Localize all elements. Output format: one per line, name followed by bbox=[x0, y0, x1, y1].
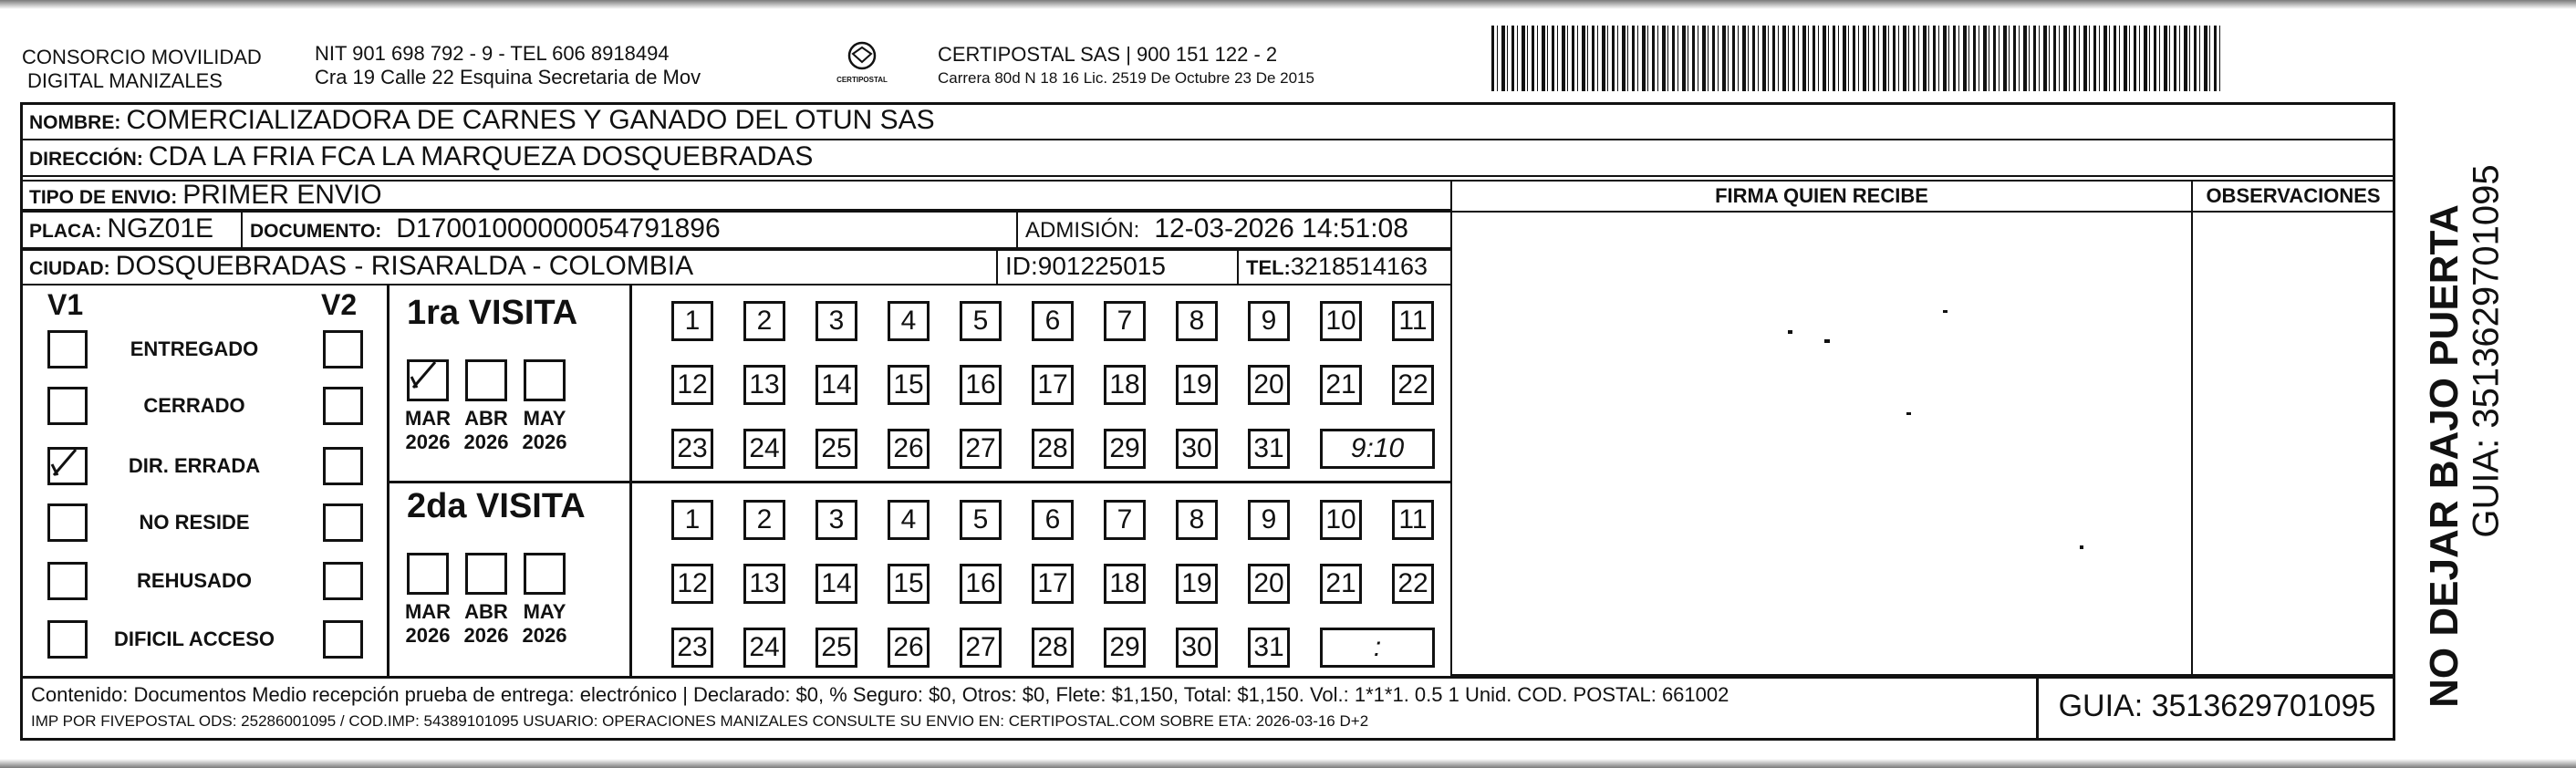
day-checkbox[interactable]: 15 bbox=[888, 365, 930, 405]
day-checkbox[interactable]: 12 bbox=[671, 564, 713, 604]
scan-speck bbox=[1906, 412, 1911, 415]
day-checkbox[interactable]: 1 bbox=[671, 301, 713, 341]
v2-checkbox[interactable] bbox=[323, 330, 363, 368]
day-checkbox[interactable]: 28 bbox=[1032, 628, 1074, 668]
month-checkbox[interactable] bbox=[407, 359, 449, 401]
placa-label: PLACA: bbox=[29, 221, 102, 242]
month-checkbox[interactable] bbox=[465, 553, 507, 595]
v2-checkbox[interactable] bbox=[323, 620, 363, 659]
certipostal-logo bbox=[812, 40, 912, 91]
day-checkbox[interactable]: 9 bbox=[1248, 301, 1290, 341]
documento-value: D17001000000054791896 bbox=[396, 213, 721, 244]
day-checkbox[interactable]: 11 bbox=[1392, 301, 1434, 341]
month-checkbox[interactable] bbox=[524, 359, 566, 401]
day-checkbox[interactable]: 8 bbox=[1176, 301, 1218, 341]
year-label: 2026 bbox=[522, 431, 567, 453]
month-label: ABR bbox=[464, 407, 508, 430]
company-line-2: DIGITAL MANIZALES bbox=[27, 69, 223, 92]
direccion-row bbox=[20, 139, 2395, 177]
v1-checkbox[interactable] bbox=[47, 387, 88, 425]
v2-checkbox[interactable] bbox=[323, 387, 363, 425]
status-option-label: NO RESIDE bbox=[139, 511, 250, 534]
company-name bbox=[22, 46, 262, 93]
id-label: ID: bbox=[1005, 252, 1038, 280]
footer-content: Contenido: Documentos Medio recepción prueba de entrega: electrónico | Declarado: $0, % Seguro: $0, Otros: $0, Flete: $1,150, Total: $1,150. Vol.: 1*1*1. 0.5 1 Unid. COD. POSTAL: 661002 bbox=[31, 683, 1729, 706]
day-checkbox[interactable]: 3 bbox=[815, 301, 857, 341]
direccion-value: CDA LA FRIA FCA LA MARQUEZA DOSQUEBRADAS bbox=[148, 141, 814, 171]
nombre-row bbox=[20, 102, 2395, 140]
day-checkbox[interactable]: 10 bbox=[1320, 500, 1362, 540]
status-option-label: CERRADO bbox=[143, 394, 245, 417]
footer-imp: IMP POR FIVEPOSTAL ODS: 25286001095 / COD.IMP: 54389101095 USUARIO: OPERACIONES MANIZALES CONSULTE SU ENVIO EN: CERTIPOSTAL.COM SOBRE ETA: 2026-03-16 D+2 bbox=[31, 712, 1369, 730]
day-checkbox[interactable]: 13 bbox=[743, 365, 785, 405]
v1-checkbox[interactable] bbox=[47, 447, 88, 485]
day-checkbox[interactable]: 19 bbox=[1176, 365, 1218, 405]
v1-checkbox[interactable] bbox=[47, 562, 88, 600]
logo-icon bbox=[844, 40, 880, 71]
documento-label: DOCUMENTO: bbox=[250, 221, 382, 242]
day-checkbox[interactable]: 7 bbox=[1104, 301, 1146, 341]
footer-guia-box bbox=[2036, 676, 2395, 741]
day-checkbox[interactable]: 22 bbox=[1392, 564, 1434, 604]
day-checkbox[interactable]: 26 bbox=[888, 429, 930, 469]
scan-edge-top bbox=[0, 0, 2576, 9]
certipostal-info bbox=[938, 42, 1314, 89]
day-checkbox[interactable]: 12 bbox=[671, 365, 713, 405]
day-checkbox[interactable]: 29 bbox=[1104, 429, 1146, 469]
day-checkbox[interactable]: 23 bbox=[671, 429, 713, 469]
admision-label: ADMISIÓN: bbox=[1025, 218, 1140, 243]
day-checkbox[interactable]: 24 bbox=[743, 628, 785, 668]
documento-cell bbox=[241, 211, 1018, 249]
logo-text: CERTIPOSTAL bbox=[836, 76, 888, 84]
day-checkbox[interactable]: 5 bbox=[960, 301, 1002, 341]
day-checkbox[interactable]: 11 bbox=[1392, 500, 1434, 540]
day-checkbox[interactable]: 31 bbox=[1248, 429, 1290, 469]
day-checkbox[interactable]: 19 bbox=[1176, 564, 1218, 604]
day-checkbox[interactable]: 26 bbox=[888, 628, 930, 668]
day-checkbox[interactable]: 30 bbox=[1176, 429, 1218, 469]
admision-cell bbox=[1016, 211, 1452, 249]
side-warning-text: NO DEJAR BAJO PUERTA bbox=[2422, 204, 2467, 708]
day-checkbox[interactable]: 18 bbox=[1104, 365, 1146, 405]
direccion-label: DIRECCIÓN: bbox=[29, 149, 143, 170]
barcode bbox=[1491, 26, 2221, 91]
month-label: MAR bbox=[404, 600, 452, 623]
day-checkbox[interactable]: 16 bbox=[960, 564, 1002, 604]
observaciones-column bbox=[2191, 180, 2395, 676]
scan-speck bbox=[1824, 339, 1830, 343]
day-checkbox[interactable]: 21 bbox=[1320, 564, 1362, 604]
tel-label: TEL: bbox=[1246, 256, 1291, 279]
day-checkbox[interactable]: 27 bbox=[960, 429, 1002, 469]
certipostal-address: Carrera 80d N 18 16 Lic. 2519 De Octubre 23 De 2015 bbox=[938, 69, 1314, 87]
nombre-value: COMERCIALIZADORA DE CARNES Y GANADO DEL OTUN SAS bbox=[126, 105, 935, 135]
scan-speck bbox=[2080, 545, 2083, 549]
month-label: MAR bbox=[404, 407, 452, 430]
v2-checkbox[interactable] bbox=[323, 503, 363, 542]
v1-checkbox[interactable] bbox=[47, 503, 88, 542]
day-checkbox[interactable]: 22 bbox=[1392, 365, 1434, 405]
firma-column bbox=[1450, 180, 2193, 676]
v2-checkbox[interactable] bbox=[323, 562, 363, 600]
day-checkbox[interactable]: 16 bbox=[960, 365, 1002, 405]
day-checkbox[interactable]: 6 bbox=[1032, 500, 1074, 540]
address-line: Cra 19 Calle 22 Esquina Secretaria de Mov bbox=[315, 66, 701, 88]
day-checkbox[interactable]: 25 bbox=[815, 628, 857, 668]
visit-divider bbox=[387, 481, 1450, 483]
day-checkbox[interactable]: 3 bbox=[815, 500, 857, 540]
second-visit-title: 2da VISITA bbox=[407, 487, 586, 525]
day-checkbox[interactable]: 31 bbox=[1248, 628, 1290, 668]
day-checkbox[interactable]: 28 bbox=[1032, 429, 1074, 469]
admision-value: 12-03-2026 14:51:08 bbox=[1154, 213, 1408, 244]
day-checkbox[interactable]: 17 bbox=[1032, 365, 1074, 405]
tipo-label: TIPO DE ENVIO: bbox=[29, 187, 178, 208]
month-label: MAY bbox=[523, 600, 566, 623]
nit-line: NIT 901 698 792 - 9 - TEL 606 8918494 bbox=[315, 42, 670, 65]
day-checkbox[interactable]: 1 bbox=[671, 500, 713, 540]
day-checkbox[interactable]: 30 bbox=[1176, 628, 1218, 668]
tel-cell bbox=[1237, 249, 1452, 285]
month-label: ABR bbox=[464, 600, 508, 623]
scan-speck bbox=[1943, 310, 1948, 313]
status-option-label: REHUSADO bbox=[137, 569, 252, 592]
status-option-label: DIFICIL ACCESO bbox=[113, 628, 275, 650]
day-checkbox[interactable]: 4 bbox=[888, 500, 930, 540]
year-label: 2026 bbox=[522, 624, 567, 647]
side-guia bbox=[2466, 164, 2507, 538]
certipostal-line: CERTIPOSTAL SAS | 900 151 122 - 2 bbox=[938, 43, 1278, 66]
month-label: MAY bbox=[523, 407, 566, 430]
tipo-value: PRIMER ENVIO bbox=[182, 180, 382, 210]
month-checkbox[interactable] bbox=[407, 553, 449, 595]
tipo-row bbox=[20, 180, 1452, 211]
nombre-label: NOMBRE: bbox=[29, 112, 121, 133]
day-checkbox[interactable]: 20 bbox=[1248, 564, 1290, 604]
day-checkbox[interactable]: 17 bbox=[1032, 564, 1074, 604]
company-line-1: CONSORCIO MOVILIDAD bbox=[22, 46, 262, 68]
day-checkbox[interactable]: 20 bbox=[1248, 365, 1290, 405]
v1-checkbox[interactable] bbox=[47, 330, 88, 368]
year-label: 2026 bbox=[405, 624, 451, 647]
footer-guia: GUIA: 3513629701095 bbox=[2058, 689, 2376, 723]
id-value: 901225015 bbox=[1037, 252, 1166, 280]
v1-checkbox[interactable] bbox=[47, 620, 88, 659]
scan-edge-bottom bbox=[0, 759, 2576, 768]
day-checkbox[interactable]: 14 bbox=[815, 564, 857, 604]
v1-label: V1 bbox=[47, 288, 84, 321]
time-field[interactable]: : bbox=[1320, 628, 1435, 668]
day-checkbox[interactable]: 5 bbox=[960, 500, 1002, 540]
side-warning bbox=[2422, 204, 2467, 708]
status-option-label: ENTREGADO bbox=[130, 337, 259, 360]
ciudad-cell bbox=[20, 249, 998, 285]
day-checkbox[interactable]: 2 bbox=[743, 301, 785, 341]
year-label: 2026 bbox=[463, 431, 509, 453]
day-checkbox[interactable]: 8 bbox=[1176, 500, 1218, 540]
ciudad-value: DOSQUEBRADAS - RISARALDA - COLOMBIA bbox=[115, 251, 694, 281]
day-checkbox[interactable]: 10 bbox=[1320, 301, 1362, 341]
placa-cell bbox=[20, 211, 243, 249]
day-checkbox[interactable]: 27 bbox=[960, 628, 1002, 668]
firma-label: FIRMA QUIEN RECIBE bbox=[1452, 182, 2191, 213]
day-checkbox[interactable]: 6 bbox=[1032, 301, 1074, 341]
year-label: 2026 bbox=[405, 431, 451, 453]
month-checkbox[interactable] bbox=[465, 359, 507, 401]
id-cell bbox=[996, 249, 1239, 285]
day-checkbox[interactable]: 15 bbox=[888, 564, 930, 604]
tel-value: 3218514163 bbox=[1290, 253, 1428, 280]
time-field[interactable]: 9:10 bbox=[1320, 429, 1435, 469]
day-checkbox[interactable]: 24 bbox=[743, 429, 785, 469]
v2-checkbox[interactable] bbox=[323, 447, 363, 485]
day-checkbox[interactable]: 9 bbox=[1248, 500, 1290, 540]
placa-value: NGZ01E bbox=[107, 213, 214, 244]
day-checkbox[interactable]: 18 bbox=[1104, 564, 1146, 604]
ciudad-label: CIUDAD: bbox=[29, 258, 110, 279]
company-contact bbox=[315, 42, 701, 89]
side-guia-text: GUIA: 3513629701095 bbox=[2466, 164, 2507, 538]
scan-speck bbox=[1788, 330, 1792, 334]
day-checkbox[interactable]: 13 bbox=[743, 564, 785, 604]
observaciones-label: OBSERVACIONES bbox=[2193, 182, 2394, 213]
v2-label: V2 bbox=[321, 288, 358, 321]
month-column-divider bbox=[629, 285, 632, 676]
day-checkbox[interactable]: 23 bbox=[671, 628, 713, 668]
day-checkbox[interactable]: 4 bbox=[888, 301, 930, 341]
day-checkbox[interactable]: 14 bbox=[815, 365, 857, 405]
month-checkbox[interactable] bbox=[524, 553, 566, 595]
day-checkbox[interactable]: 2 bbox=[743, 500, 785, 540]
day-checkbox[interactable]: 25 bbox=[815, 429, 857, 469]
day-checkbox[interactable]: 7 bbox=[1104, 500, 1146, 540]
year-label: 2026 bbox=[463, 624, 509, 647]
first-visit-title: 1ra VISITA bbox=[407, 294, 578, 332]
day-checkbox[interactable]: 29 bbox=[1104, 628, 1146, 668]
status-option-label: DIR. ERRADA bbox=[128, 454, 261, 477]
day-checkbox[interactable]: 21 bbox=[1320, 365, 1362, 405]
